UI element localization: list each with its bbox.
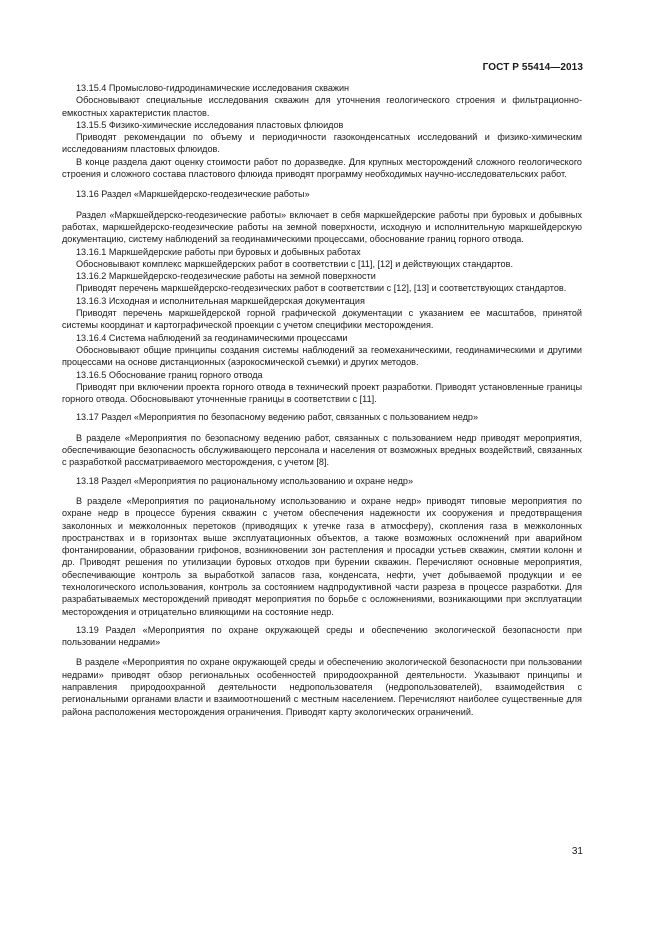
subsection-heading: 13.16.4 Система наблюдений за геодинамическими процессами — [76, 332, 348, 343]
paragraph: В конце раздела дают оценку стоимости работ по доразведке. Для крупных месторождений сложного геологического строения и сложного состава пластового флюида приводят программу необходимых научно-исследовательских работ. — [62, 156, 582, 180]
section-heading: 13.16 Раздел «Маркшейдерско-геодезические работы» — [76, 189, 310, 200]
paragraph: Приводят перечень маркшейдерско-геодезических работ в соответствии с [12], [13] и соответствующих стандартов. — [76, 283, 567, 294]
paragraph: Раздел «Маркшейдерско-геодезические работы» включает в себя маркшейдерские работы при буровых и добывных работах, маркшейдерско-геодезические работы на земной поверхности, исходную и исполнительную маркшейдерскую документацию, систему наблюдений за геодинамическими процессами, обоснование границ горного отвода. — [62, 209, 582, 245]
subsection-heading: 13.16.2 Маркшейдерско-геодезические работы на земной поверхности — [76, 271, 376, 282]
paragraph: В разделе «Мероприятия по охране окружающей среды и обеспечению экологической безопасности при пользовании недрами» приводят обзор региональных особенностей природоохранной деятельности. Указывают принципы и направления природоохранной деятельности недропользователя (недропользователей), взаимодействия с региональными органами власти и взаимоотношений с местным населением. Перечисляют наиболее существенные для района расположения месторождения ограничения. Приводят карту экологических ограничений. — [62, 657, 582, 717]
paragraph: Обосновывают специальные исследования скважин для уточнения геологического строения и фильтрационно-емкостных характеристик пластов. — [62, 95, 582, 118]
subsection-heading: 13.16.3 Исходная и исполнительная маркшейдерская документация — [76, 295, 365, 306]
paragraph: Обосновывают общие принципы создания системы наблюдений за геомеханическими, геодинамическими и другими процессами на основе дистанционных (аэрокосмической съемки) и других методов. — [62, 344, 582, 368]
subsection-heading: 13.16.5 Обоснование границ горного отвода — [76, 369, 263, 380]
subsection-heading: 13.16.1 Маркшейдерские работы при буровых и добывных работах — [76, 246, 361, 257]
subsection-heading: 13.15.5 Физико-химические исследования пластовых флюидов — [76, 119, 344, 130]
paragraph: В разделе «Мероприятия по безопасному ведению работ, связанных с пользованием недр приводят мероприятия, обеспечивающие безопасность обслуживающего персонала и населения от возможных вредных воздействий, связанных с разработкой рассматриваемого месторождения, с учетом [8]. — [62, 432, 582, 468]
page-number: 31 — [571, 846, 583, 857]
paragraph: Приводят перечень маркшейдерской горной графической документации с указанием ее масштабов, принятой системы координат и картографической проекции с учетом специфики месторождения. — [62, 308, 582, 331]
section-heading: 13.18 Раздел «Мероприятия по рациональному использованию и охране недр» — [76, 475, 413, 486]
section-heading: 13.19 Раздел «Мероприятия по охране окружающей среды и обеспечению экологической безопасности при пользовании недрами» — [62, 624, 582, 648]
paragraph: Обосновывают комплекс маркшейдерских работ в соответствии с [11], [12] и действующих стандартов. — [76, 258, 513, 269]
paragraph: В разделе «Мероприятия по рациональному использованию и охране недр» приводят типовые мероприятия по охране недр в процессе бурения скважин с учетом обеспечения надежности их сооружения и предотвращения заколонных и межколонных перетоков (приводящих к утечке газа в атмосферу), скопления газа в межколонных пространствах и в горизонтах выше эксплуатационных объектов, а также возможных осложнений при аварийном фонтанировании, образовании грифонов, возникновении зон растепления и просадки устьев скважин, смятии колонн и др. Приводят решения по утилизации буровых отходов при бурении скважин. Перечисляют основные мероприятия, обеспечивающие контроль за выработкой запасов газа, конденсата, нефти, учет добываемой продукции и ее технологического использования, контроль за состоянием надпродуктивной части разреза в процессе разработки. Для разрабатываемых месторождений приводят мероприятия по борьбе с осложнениями, возникающими при эксплуатации месторождения и отрицательно влияющими на состояние недр. — [62, 495, 582, 617]
paragraph: Приводят рекомендации по объему и периодичности газоконденсатных исследований и физико-химическим исследованиям пластовых флюидов. — [62, 132, 582, 155]
document-body — [62, 82, 582, 718]
paragraph: Приводят при включении проекта горного отвода в технический проект разработки. Приводят установленные границы горного отвода. Обосновывают уточненные границы в соответствии с [11]. — [62, 381, 582, 405]
subsection-heading: 13.15.4 Промыслово-гидродинамические исследования скважин — [76, 83, 350, 93]
document-code: ГОСТ Р 55414—2013 — [482, 62, 583, 73]
section-heading: 13.17 Раздел «Мероприятия по безопасному ведению работ, связанных с пользованием недр» — [76, 412, 479, 423]
